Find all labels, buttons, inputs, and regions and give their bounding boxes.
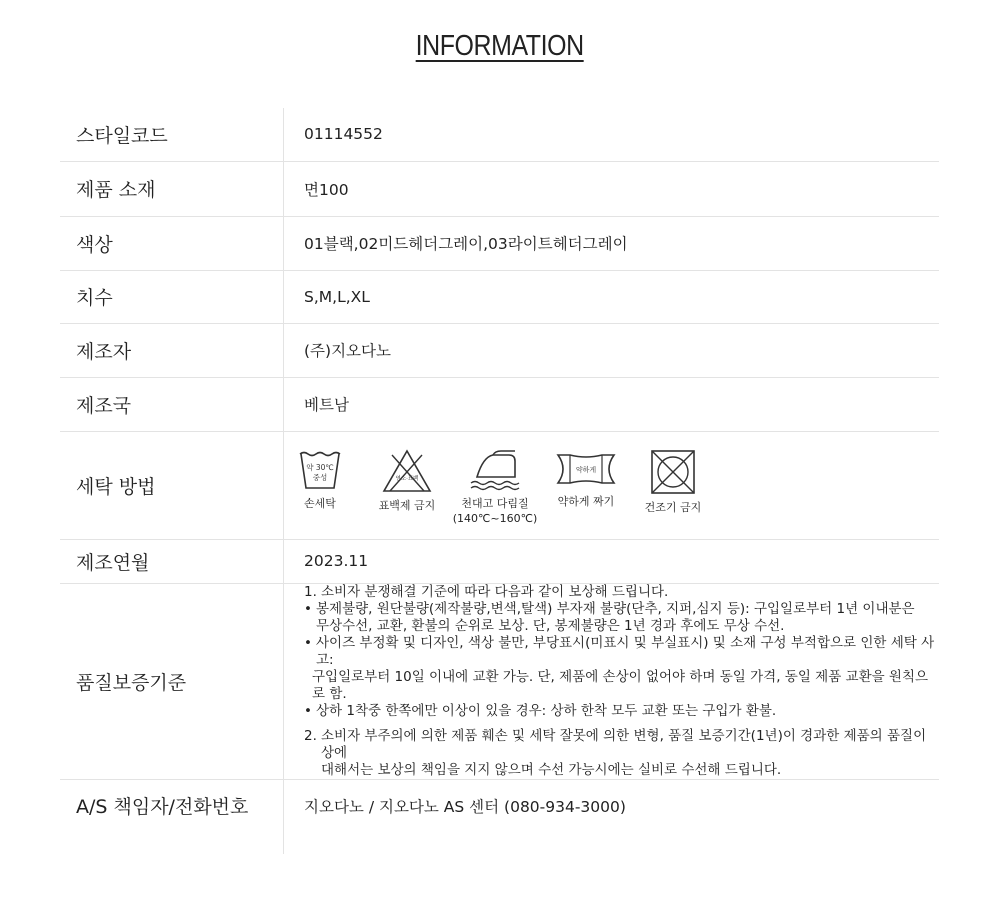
list-item-continued: 무상수선, 교환, 환불의 순위로 보상. 단, 봉제불량은 1년 경과 후에도 무상 수선. <box>316 617 785 634</box>
table-row <box>60 161 939 216</box>
care-iron <box>454 449 536 526</box>
care-hand-wash <box>302 449 338 511</box>
care-label: 건조기 금지 <box>644 500 702 514</box>
care-symbols <box>304 445 939 526</box>
row-label: A/S 책임자/전화번호 <box>76 795 249 818</box>
row-label: 제조연월 <box>60 539 284 583</box>
table-row <box>60 108 939 161</box>
table-row <box>60 323 939 377</box>
table-row <box>60 539 939 583</box>
wring-text: 약하게 <box>575 465 597 474</box>
list-item: • 봉제불량, 원단불량(제작불량,변색,탈색) 부자재 불량(단추, 지퍼,심지 등): 구입일로부터 1년 이내분은 <box>304 600 915 617</box>
row-value <box>284 431 940 539</box>
hand-wash-icon <box>298 449 342 491</box>
row-value: 01114552 <box>284 108 940 161</box>
page-title: INFORMATION <box>416 30 584 62</box>
care-label <box>453 496 538 526</box>
row-label: 색상 <box>60 216 284 270</box>
iron-temp-label: (140℃~160℃) <box>452 511 538 525</box>
no-dryer-icon <box>650 449 696 495</box>
care-label: 표백제 금지 <box>378 498 436 512</box>
quality-guarantee-text <box>304 584 939 779</box>
row-value: 지오다노 / 지오다노 AS 센터 (080-934-3000) <box>284 779 940 854</box>
list-item: 1. 소비자 분쟁해결 기준에 따라 다음과 같이 보상해 드립니다. <box>304 583 669 600</box>
table-row <box>60 431 939 539</box>
care-label: 약하게 짜기 <box>557 494 615 508</box>
table-row <box>60 377 939 431</box>
table-row <box>60 583 939 779</box>
row-label: 스타일코드 <box>60 108 284 161</box>
hand-wash-detergent: 중성 <box>312 472 328 482</box>
row-label: 치수 <box>60 270 284 323</box>
row-label: 세탁 방법 <box>60 431 284 539</box>
product-info-table <box>60 108 939 854</box>
wring-icon <box>556 449 616 489</box>
table-row <box>60 779 939 854</box>
row-value: 2023.11 <box>284 539 940 583</box>
row-value: 면100 <box>284 161 940 216</box>
page-heading <box>0 30 1000 63</box>
list-item-continued: 구입일로부터 10일 이내에 교환 가능. 단, 제품에 손상이 없어야 하며 동일 가격, 동일 제품 교환을 원칙으로 함. <box>312 668 929 702</box>
list-item: • 상하 1착중 한쪽에만 이상이 있을 경우: 상하 한착 모두 교환 또는 구입가 환불. <box>304 702 777 719</box>
care-no-dryer <box>641 449 705 515</box>
iron-label: 천대고 다림질 <box>461 496 529 510</box>
table-row <box>60 216 939 270</box>
row-value: 01블랙,02미드헤더그레이,03라이트헤더그레이 <box>284 216 940 270</box>
no-bleach-icon <box>382 449 432 493</box>
row-label: 제조자 <box>60 323 284 377</box>
row-label: 품질보증기준 <box>60 583 284 779</box>
row-value: S,M,L,XL <box>284 270 940 323</box>
no-bleach-text: 염소·표백 <box>395 475 419 482</box>
hand-wash-temp: 약 30℃ <box>306 462 334 472</box>
row-label: 제품 소재 <box>60 161 284 216</box>
care-wring <box>551 449 621 509</box>
care-no-bleach <box>371 449 443 513</box>
list-item-continued: 대해서는 보상의 책임을 지지 않으며 수선 가능시에는 실비로 수선해 드립니다. <box>321 761 782 778</box>
table-row <box>60 270 939 323</box>
row-value <box>284 583 940 779</box>
list-item: • 사이즈 부정확 및 디자인, 색상 불만, 부당표시(미표시 및 부실표시) 및 소재 구성 부적합으로 인한 세탁 사고: <box>304 634 935 668</box>
list-item: 2. 소비자 부주의에 의한 제품 훼손 및 세탁 잘못에 의한 변형, 품질 보증기간(1년)이 경과한 제품의 품질이상에 <box>304 727 927 761</box>
care-label: 손세탁 <box>304 496 336 510</box>
row-value: (주)지오다노 <box>284 323 940 377</box>
row-label: 제조국 <box>60 377 284 431</box>
iron-icon <box>469 449 521 491</box>
row-value: 베트남 <box>284 377 940 431</box>
